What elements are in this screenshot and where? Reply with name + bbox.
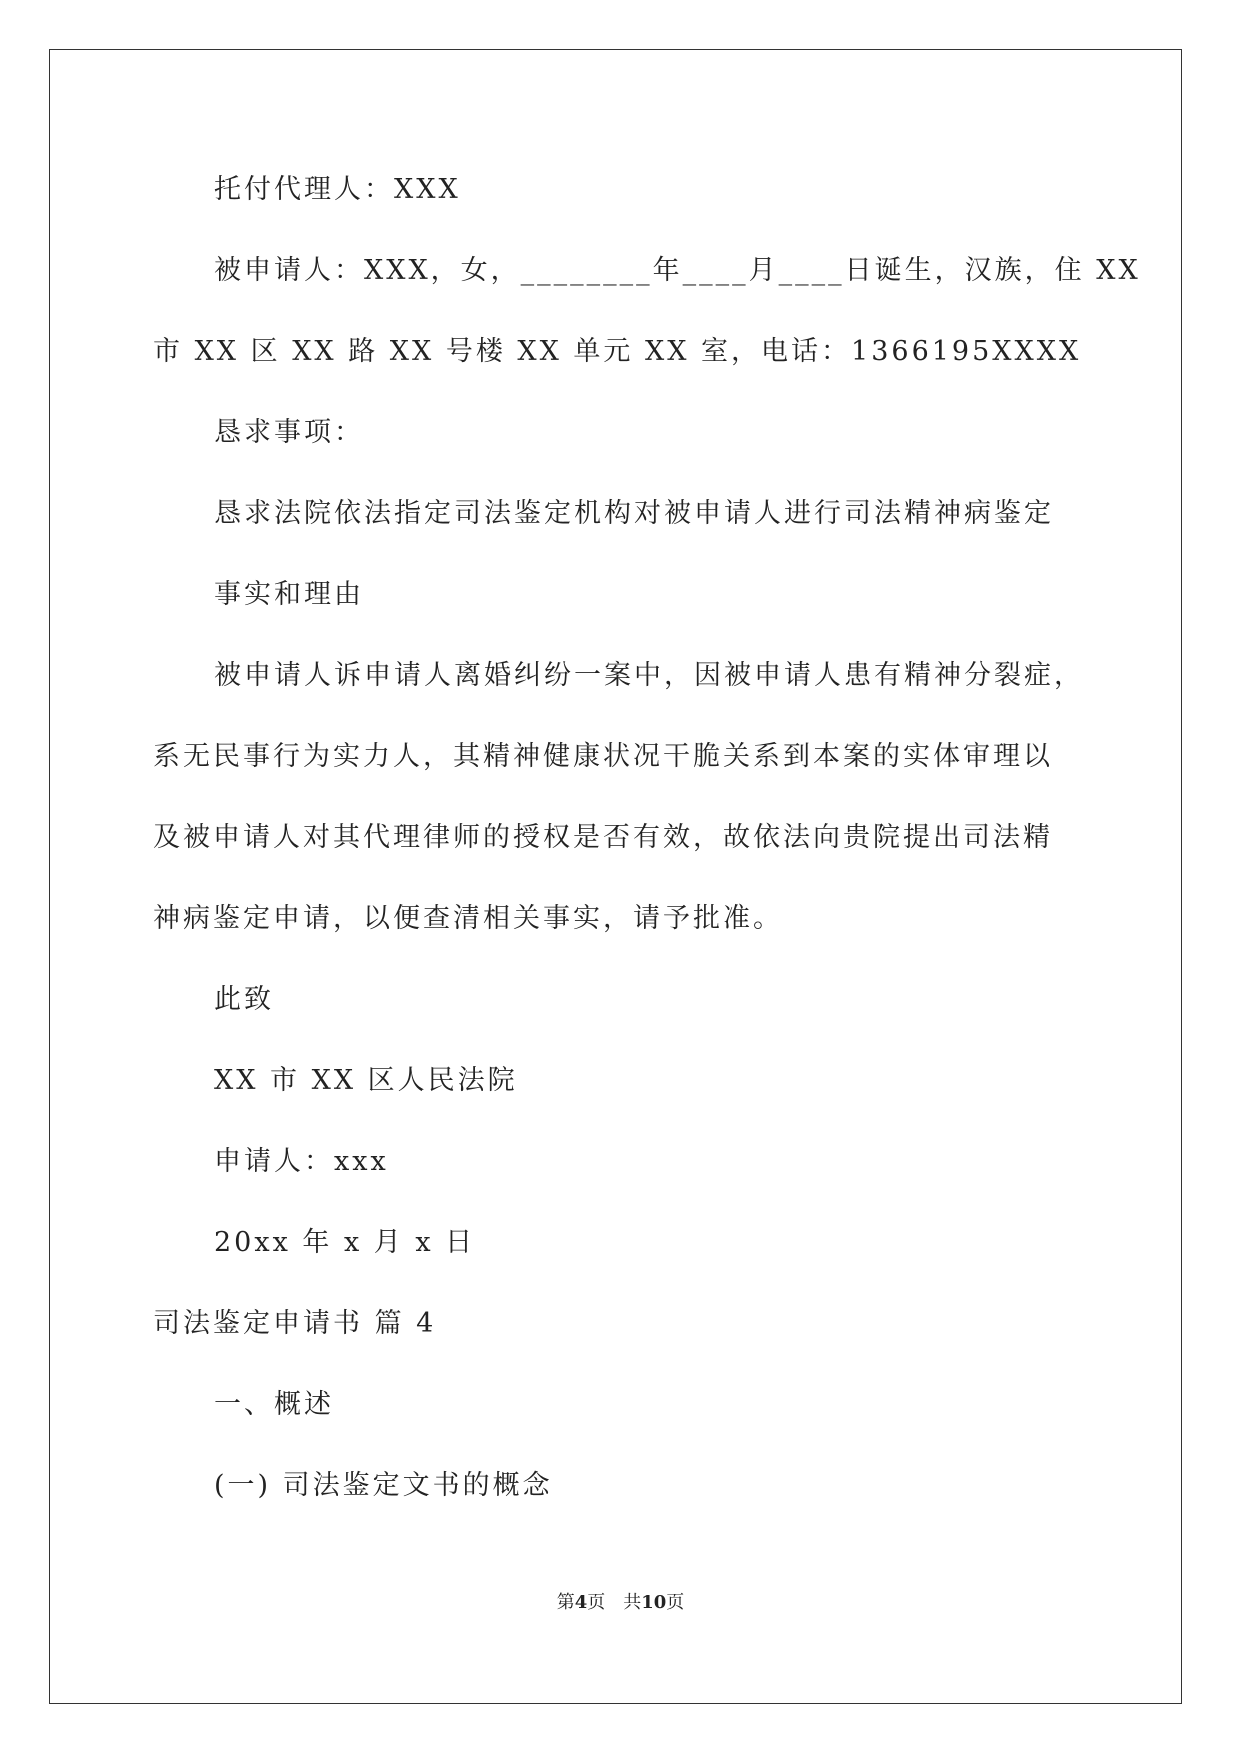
date-line: 20xx 年 x 月 x 日 xyxy=(214,1227,476,1258)
overview-heading: 一、概述 xyxy=(214,1389,334,1420)
page-suffix: 页 xyxy=(666,1592,685,1613)
page-mid: 页 共 xyxy=(587,1592,642,1613)
facts-paragraph-line-3: 及被申请人对其代理律师的授权是否有效，故依法向贵院提出司法精 xyxy=(153,822,1053,853)
total-page-count: 10 xyxy=(641,1592,667,1613)
concept-subheading: (一) 司法鉴定文书的概念 xyxy=(214,1470,553,1501)
facts-paragraph-line-2: 系无民事行为实力人，其精神健康状况干脆关系到本案的实体审理以 xyxy=(153,741,1053,772)
agent-line: 托付代理人：XXX xyxy=(214,174,461,205)
request-content: 恳求法院依法指定司法鉴定机构对被申请人进行司法精神病鉴定 xyxy=(214,498,1054,529)
respondent-line: 被申请人：XXX，女，________年____月____日诞生，汉族，住 XX xyxy=(214,255,1141,286)
section-title: 司法鉴定申请书 篇 4 xyxy=(153,1308,437,1339)
page-number-footer xyxy=(0,1588,1241,1614)
facts-paragraph-line-4: 神病鉴定申请，以便查清相关事实，请予批准。 xyxy=(153,903,783,934)
salutation: 此致 xyxy=(214,984,274,1015)
current-page-number: 4 xyxy=(574,1592,588,1613)
facts-paragraph-line-1: 被申请人诉申请人离婚纠纷一案中，因被申请人患有精神分裂症， xyxy=(214,660,1084,691)
request-heading: 恳求事项： xyxy=(214,417,364,448)
page-frame xyxy=(49,49,1182,1704)
facts-heading: 事实和理由 xyxy=(214,579,364,610)
page-prefix: 第 xyxy=(556,1592,575,1613)
respondent-address-line: 市 XX 区 XX 路 XX 号楼 XX 单元 XX 室，电话：1366195XXXX xyxy=(153,336,1082,367)
court-name: XX 市 XX 区人民法院 xyxy=(214,1065,518,1096)
applicant-signature: 申请人：xxx xyxy=(214,1146,389,1177)
